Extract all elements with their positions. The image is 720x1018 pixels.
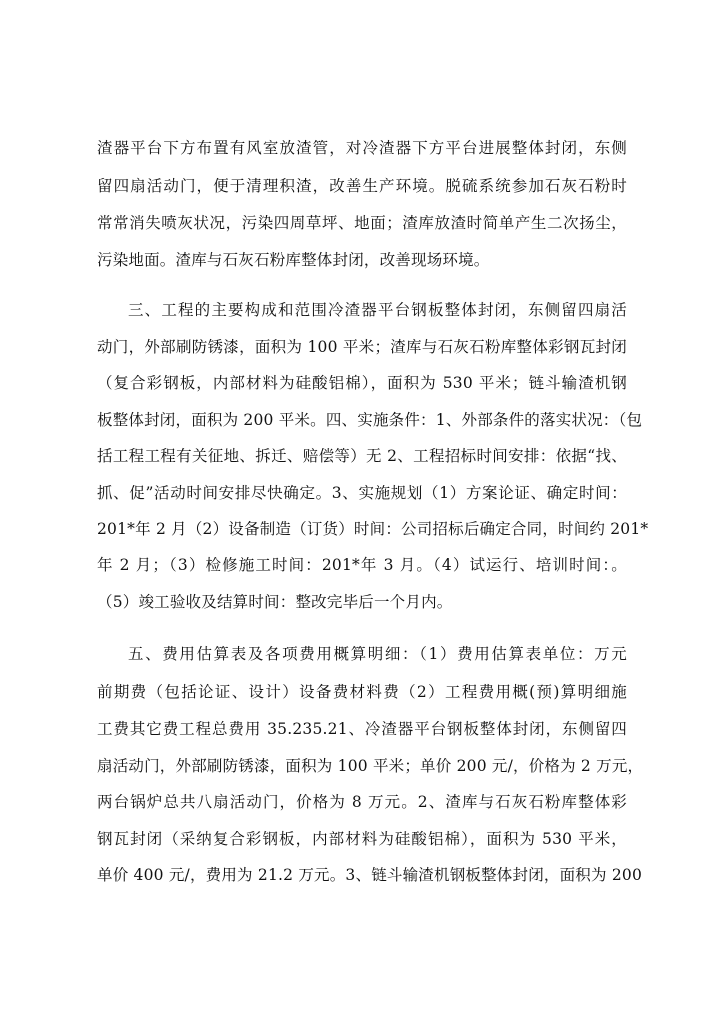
paragraph-1-line-3: 常常消失喷灰状况，污染四周草坪、地面；渣库放渣时简单产生二次扬尘， bbox=[97, 214, 627, 232]
paragraph-2-line-5: 括工程工程有关征地、拆迁、赔偿等）无 2、工程招标时间安排：依据“找、 bbox=[97, 447, 627, 465]
paragraph-1-line-4: 污染地面。渣库与石灰石粉库整体封闭，改善现场环境。 bbox=[97, 251, 490, 269]
paragraph-3-line-5: 两台锅炉总共八扇活动门，价格为 8 万元。2、渣库与石灰石粉库整体彩 bbox=[97, 793, 627, 811]
paragraph-2-line-8: 年 2 月；（3）检修施工时间：201*年 3 月。（4）试运行、培训时间：。 bbox=[97, 556, 627, 574]
paragraph-3-line-6: 钢瓦封闭（采纳复合彩钢板，内部材料为硅酸铝棉），面积为 530 平米， bbox=[97, 830, 627, 848]
paragraph-3-line-7: 单价 400 元/，费用为 21.2 万元。3、链斗输渣机钢板整体封闭，面积为 200 bbox=[97, 866, 643, 884]
paragraph-2-line-9: （5）竣工验收及结算时间：整改完毕后一个月内。 bbox=[97, 593, 453, 611]
paragraph-2-line-7: 201*年 2 月（2）设备制造（订货）时间：公司招标后确定合同，时间约 201* bbox=[97, 520, 649, 538]
paragraph-2-line-4: 板整体封闭，面积为 200 平米。四、实施条件：1、外部条件的落实状况：（包 bbox=[97, 411, 643, 429]
paragraph-2-line-1: 三、工程的主要构成和范围冷渣器平台钢板整体封闭，东侧留四扇活 bbox=[128, 301, 627, 319]
paragraph-3-line-1: 五、费用估算表及各项费用概算明细：（1）费用估算表单位：万元 bbox=[128, 645, 627, 663]
paragraph-3-line-3: 工费其它费工程总费用 35.235.21、冷渣器平台钢板整体封闭，东侧留四 bbox=[97, 720, 627, 738]
paragraph-1-line-1: 渣器平台下方布置有风室放渣管，对冷渣器下方平台进展整体封闭，东侧 bbox=[97, 139, 627, 157]
paragraph-3-line-4: 扇活动门，外部刷防锈漆，面积为 100 平米；单价 200 元/，价格为 2 万元， bbox=[97, 757, 644, 775]
paragraph-3-line-2: 前期费（包括论证、设计）设备费材料费（2）工程费用概(预)算明细施 bbox=[97, 683, 627, 701]
paragraph-2-line-6: 抓、促”活动时间安排尽快确定。3、实施规划（1）方案论证、确定时间： bbox=[97, 484, 627, 502]
paragraph-2-line-3: （复合彩钢板，内部材料为硅酸铝棉），面积为 530 平米；链斗输渣机钢 bbox=[97, 374, 627, 392]
paragraph-2-line-2: 动门，外部刷防锈漆，面积为 100 平米；渣库与石灰石粉库整体彩钢瓦封闭 bbox=[97, 338, 627, 356]
paragraph-1-line-2: 留四扇活动门，便于清理积渣，改善生产环境。脱硫系统参加石灰石粉时 bbox=[97, 177, 627, 195]
